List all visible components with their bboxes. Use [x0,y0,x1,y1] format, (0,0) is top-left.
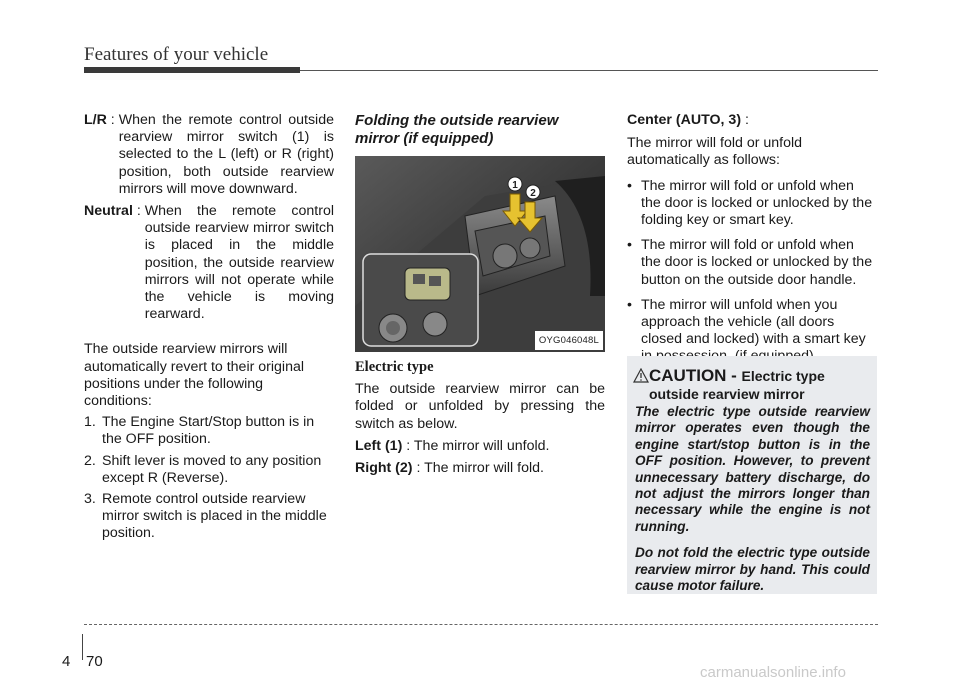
header-bar [84,67,300,73]
bullet-icon: • [627,177,632,194]
caution-heading: CAUTION - Electric type outside rearview mirror [649,366,825,402]
warning-triangle-icon [633,368,649,383]
definition-text: When the remote control outside rearview mirror switch is placed in the middle position, the outside rearview mirrors will not operate while the vehicle is moving rearward. [144,203,334,323]
electric-intro: The outside rearview mirror can be folded or unfolded by pressing the switch as below. [355,381,605,432]
column-1 [84,112,334,543]
mirror-switch-figure [355,156,605,352]
caution-body: The electric type outside rearview mirror operates even though the engine start/stop button is in the OFF position. However, to prevent unnecessary battery discharge, do not adjust the mirrors longer than necessary while the engine is not running. Do not fold the electric type outside rearview mirror by hand. This could cause motor failure. [635,404,870,594]
right-definition: Right (2) : The mirror will fold. [355,460,544,477]
footer-rule [84,624,878,625]
page-number: 70 [86,653,103,670]
condition-item: 1. The Engine Start/Stop button is in the OFF position. [84,414,315,448]
callout-1: 1 [512,180,518,191]
definition-term: L/R [84,112,107,128]
section-heading: Folding the outside rearview mirror (if equipped) [355,112,559,147]
chapter-number: 4 [62,653,71,670]
bullet-icon: • [627,296,632,313]
column-2 [355,112,605,477]
footer-divider [82,634,83,660]
column-3 [627,112,877,374]
definition-neutral: Neutral : When the remote control outside rearview mirror switch is placed in the middle position, the outside rearview mirrors will not operate while the vehicle is moving rearward. [84,203,334,323]
list-item: • The mirror will unfold when you approach the vehicle (all doors closed and locked) with a smart key [627,297,877,366]
callout-2: 2 [530,188,536,199]
definition-text: When the remote control outside rearview mirror switch (1) is selected to the L (left) or R (right) position, both outside rearview mirrors will move downward. [118,112,334,197]
bullet-icon: • [627,237,632,254]
definition-term: Neutral [84,203,133,220]
condition-item: 2. Shift lever is moved to any position except R (Reverse). [84,452,322,486]
list-item: • The mirror will fold or unfold when the door is locked or unlocked by the folding key or smart key. [627,177,873,229]
figure-caption: OYG046048L [535,331,603,350]
condition-item: 3. Remote control outside rearview mirror switch is placed in the middle position. [84,491,327,542]
left-definition: Left (1) : The mirror will unfold. [355,437,550,454]
door-panel-illustration [355,156,605,352]
definition-lr: L/R : When the remote control outside rearview mirror switch (1) is selected to the L (left) or R (right) position, both outside rearview mirrors will move downward. [84,112,334,197]
header-rule [300,70,878,71]
list-item: • The mirror will fold or unfold when the door is locked or unlocked by the button on the outside door handle. [627,237,873,288]
center-intro: The mirror will fold or unfold automatically as follows: [627,135,803,169]
caution-box [627,356,877,594]
page-header-title: Features of your vehicle [84,44,269,65]
sub-heading: Electric type [355,359,434,375]
revert-intro: The outside rearview mirrors will automatically revert to their original positions under the following conditions: [84,341,305,410]
watermark: carmanualsonline.info [700,664,846,681]
center-definition: Center (AUTO, 3) : [627,112,749,128]
